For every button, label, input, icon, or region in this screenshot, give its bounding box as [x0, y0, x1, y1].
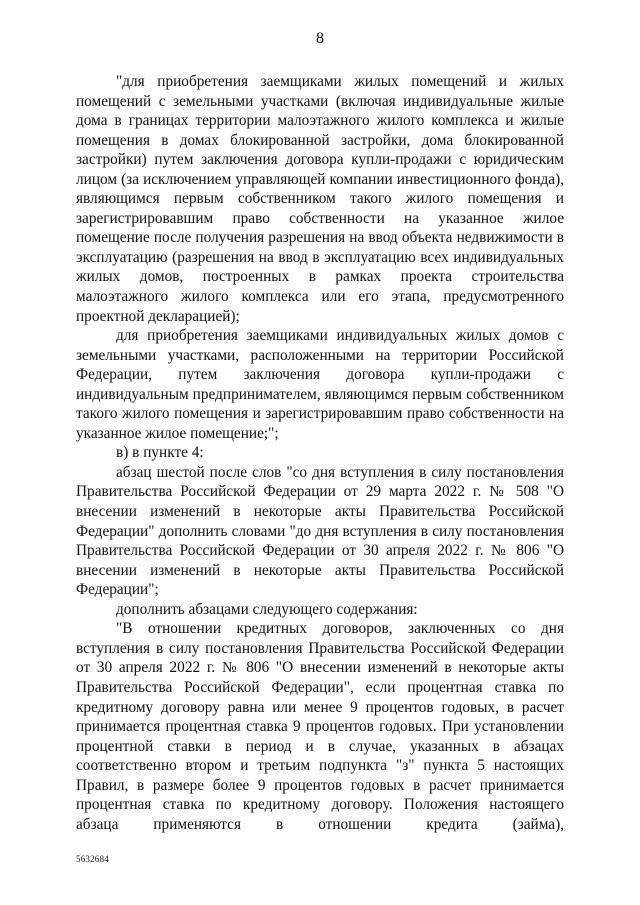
paragraph-point-4-heading: в) в пункте 4: [116, 444, 204, 462]
paragraph-credit-agreements: "В отношении кредитных договоров, заключенных со дня вступления в силу постановления Правительства Российской Федерации от 30 апреля 2022 г. № 806 "О внесении изменений в некоторые акты Правительства Российской Федерации", если процентная ставка по кредитному договору равна или менее 9 процентов годовых, в расчет принимается процентная ставка 9 процентов годовых. При установлении процентной ставки в период и в случае, указанных в абзацах соответственно втором и третьим подпункта "з" пункта 5 настоящих Правил, в размере более 9 процентов годовых в расчет принимается процентная ставка по кредитному договору. Положения настоящего абзаца применяются в отношении кредита (займа), [76, 620, 564, 833]
document-body [76, 72, 564, 834]
paragraph-individual-houses: для приобретения заемщиками индивидуальных жилых домов с земельными участками, расположенными на территории Российской Федерации, путем заключения договора купли-продажи с индивидуальным предпринимателем, являющимся первым собственником такого жилого помещения и зарегистрировавшим право собственности на указанное жилое помещение;"; [76, 327, 564, 442]
paragraph-housing-purchase: "для приобретения заемщиками жилых помещений и жилых помещений с земельными участками (включая индивидуальные жилые дома в границах территории малоэтажного жилого комплекса и жилые помещения в домах блокированной застройки, дома блокированной застройки) путем заключения договора купли-продажи с юридическим лицом (за исключением управляющей компании инвестиционного фонда), являющимся первым собственником такого жилого помещения и зарегистрировавшим право собственности на указанное жилое помещение после получения разрешения на ввод объекта недвижимости в эксплуатацию (разрешения на ввод в эксплуатацию всех индивидуальных жилых домов, построенных в рамках проекта строительства малоэтажного жилого комплекса или его этапа, предусмотренного проектной декларацией); [76, 73, 564, 325]
page-number: 8 [316, 30, 324, 47]
paragraph-sixth-abzac: абзац шестой после слов "со дня вступления в силу постановления Правительства Российской Федерации от 29 марта 2022 г. № 508 "О внесении изменений в некоторые акты Правительства Российской Федерации" дополнить словами "до дня вступления в силу постановления Правительства Российской Федерации от 30 апреля 2022 г. № 806 "О внесении изменений в некоторые акты Правительства Российской Федерации"; [76, 463, 564, 599]
paragraph-add-abzacs: дополнить абзацами следующего содержания: [116, 600, 418, 618]
document-code: 5632684 [76, 854, 109, 864]
